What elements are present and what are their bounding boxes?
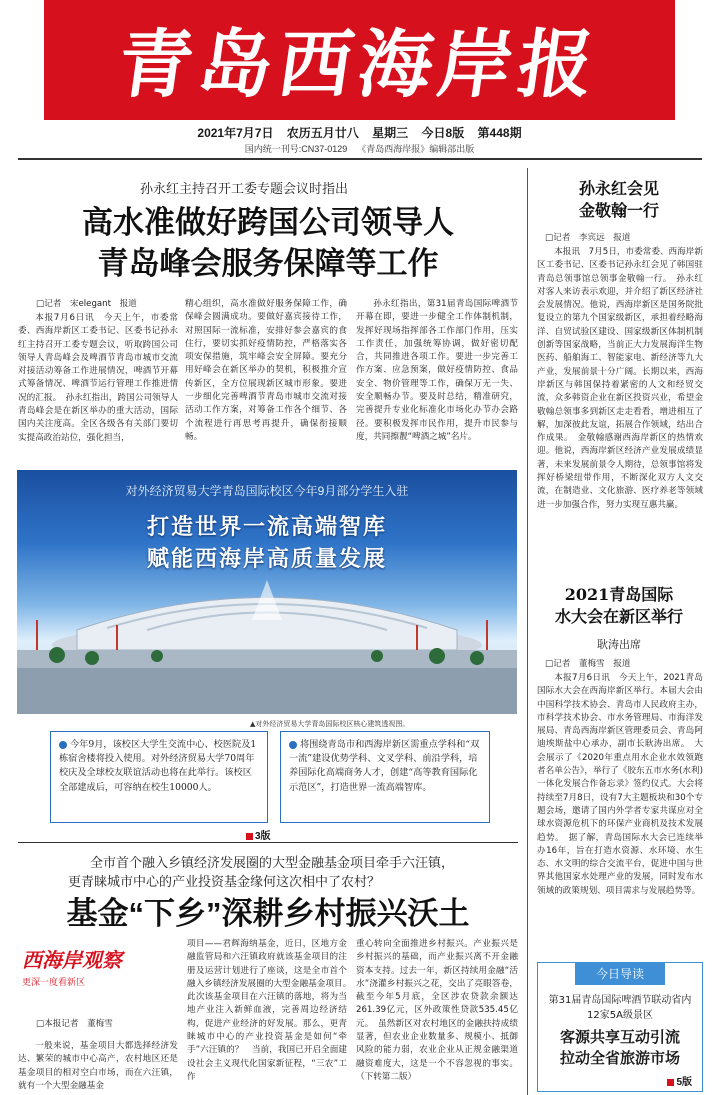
today-guide-box [537,962,703,1092]
page-ref-marker [667,1079,674,1086]
today-page-ref: 5版 [667,1073,692,1088]
masthead [44,0,675,120]
campus-rendering-photo [17,470,517,714]
right2-subhead: 耿涛出席 [597,639,641,651]
lead-headline-1: 高水准做好跨国公司领导人 [82,205,454,240]
right1-body: 本报讯 7月5日，市委常委、西海岸新区工委书记、区委书记孙永红会见了韩国驻青岛总领事馆总领事金敬翰一行。 孙永红对客人来访表示欢迎，并介绍了新区经济社会发展情况。他说，西海岸新区是国务院批复设立的第九个国家级新区，承担着经略海洋、自贸试验区建设、国家级新区体制机制创新等国家战略，当前正大力发展海洋生物医药、船舶海工、智能家电、新经济等九大产业，发展前景十分广阔。长期以来，西海岸新区与韩国保持着紧密的人文和经贸交流，众多韩资企业在新区投资兴业，希望金敬翰总领事多到新区走走看看，增进相互了解，加深彼此友谊，拓展合作领域，结出合作成果。 金敬翰感谢西海岸新区的热情欢迎。他说，西海岸新区经济产业发展成绩显著，未来发展前景令人期待，总领事馆将发挥好桥梁纽带作用，不断深化双方人文交流，在制造业、文化旅游、医疗养老等领域进一步加强合作，努力实现互惠共赢。 [537,247,703,510]
right2-body: 本报7月6日讯 今天上午，2021青岛国际水大会在西海岸新区举行。本届大会由中国科学技术协会、青岛市人民政府主办，市科学技术协会、市水务管理局、市海洋发展局、青岛西海岸新区管理委员会、青岛阿迪埃斯盐中心承办，副市长耿涛出席。 大会展示了《2020年重点用水企业水效领跑者名单公告》，举行了《胶东五市水务(水利)一体化发展合作备忘录》签约仪式。大会将持续至7月8日，设有7大主题板块和30个专题会场，邀请了国内外学者专家共谋应对全球水资源危机下的环保产业商机及技术发展趋势。 据了解，青岛国际水大会已连续举办16年，旨在打造水资源、水环境、水生态、水文明的综合交流平台，促进中国与世界其他国家水处理产业的发展，同时发布水领域的政策规划、项目需求与发展趋势等。 [537,673,703,896]
observation-logo [22,944,172,1004]
right2-headline-2: 水大会在新区举行 [554,607,683,626]
right1-headline-2: 金敬翰一行 [578,201,659,220]
lead-column-2: 精心组织，高水准做好服务保障工作，确保峰会圆满成功。要做好嘉宾接待工作，对照国际一流标准，安排好参会嘉宾的食住行，要切实抓好疫情防控，严格落实各项安保措施，筑牢峰会安全屏障。要充分用好峰会在新区举办的契机，积极推介宣传新区，全方位展现新区城市形象。要进一步细化完善啤酒节青岛市城市交流对接活动工作方案，对筹备工作各个细节、各个流程进行再思考再提升，确保衔接顺畅。 [185,299,347,442]
photo-page-ref: 3版 [246,827,271,842]
lead-kicker: 孙永红主持召开工委专题会议时指出 [140,181,349,196]
weekday: 星期三 [372,126,409,140]
masthead-title: 青岛西海岸报 [112,22,605,108]
dateline [44,124,675,141]
lunar-date: 农历五月廿八 [286,126,359,140]
finance-column-2: 项目——君辉海纳基金，近日，区地方金融监管局和六汪镇政府就该基金项目的注册及运营计划进行了座谈，这是全市首个融入乡镇经济发展圈的大型金融基金项目。 此次该基金项目在六汪镇的落地，将为当地产业注入新鲜血液，完善周边经济结构，促进产业经济的好发展。那么，更青睐城市中心的产业投资基金是如何“牵手”六汪镇的？ 当前，我国已开启全面建设社会主义现代化国家新征程，“三农”工作 [187,939,356,1082]
building-illustration [17,470,517,714]
logo-title: 西海岸观察 [22,948,122,972]
issue-number: 第448期 [477,126,522,140]
right1-byline: □记者 李宾远 报道 [545,233,631,243]
right2-byline: □记者 董梅雪 报道 [545,659,631,669]
bullet-dot [289,741,297,749]
logo-subtitle: 更深一度看新区 [22,978,86,988]
publication-code: 国内统一刊号:CN37-0129 [244,144,348,154]
page-ref-marker [246,833,253,840]
photo-headline-1: 打造世界一流高端智库 [146,514,387,540]
finance-headline: 基金“下乡”深耕乡村振兴沃土 [66,896,470,931]
column-divider [527,168,528,1095]
today-guide-tab: 今日导读 [575,963,665,985]
today-item-2a: 客源共享互动引流 [559,1028,680,1046]
publisher: 《青岛西海岸报》编辑部出版 [357,144,475,154]
section-rule [18,842,518,843]
finance-kicker-2: 更青睐城市中心的产业投资基金缘何这次相中了农村？ [68,874,381,889]
fact-box-2: 将围绕青岛市和西海岸新区需重点学科和“双一流”建设优势学科、文叉学科、前沿学科，培养国际化高端商务人才，创建“高等教育国际化示范区”，打造世界一流高端智库。 [280,731,490,823]
today-item-1: 第31届青岛国际啤酒节联动省内12家5A级景区 [548,995,692,1021]
right1-headline-1: 孙永红会见 [578,179,659,198]
issue-date: 2021年7月7日 [197,126,274,140]
lead-byline: □记者 宋elegant 报道 [36,299,137,309]
bullet-dot [59,741,67,749]
photo-caption: ▲对外经济贸易大学青岛国际校区核心建筑透视图。 [250,720,410,728]
photo-headline-2: 赋能西海岸高质量发展 [146,546,387,572]
finance-kicker-1: 全市首个融入乡镇经济发展圈的大型金融基金项目牵手六汪镇， [90,855,455,870]
right2-headline-1: 2021青岛国际 [564,585,674,604]
finance-column-3: 重心转向全面推进乡村振兴。产业振兴是乡村振兴的基础，而产业振兴离不开金融资本支持。过去一年，新区持续用金融“活水”浇灌乡村振兴之花，交出了亮眼答卷，截至今年5月底，全区涉农贷款余额达261.39亿元，区外政策性贷款535.45亿元。 虽然新区对农村地区的金融扶持成绩显著，但农业企业数量多、规模小、抵御风险的能力弱，农业企业从正规金融渠道融资难度大，这是一个不容忽视的事实。（下转第二版） [356,939,518,1082]
page-count: 今日8版 [421,126,465,140]
finance-byline: □本报记者 董梅雪 [36,1019,113,1029]
lead-headline-2: 青岛峰会服务保障等工作 [97,246,439,281]
today-item-2b: 拉动全省旅游市场 [559,1049,680,1067]
lead-column-3: 孙永红指出，第31届青岛国际啤酒节开幕在即，要进一步健全工作体制机制，发挥好现场指挥部各工作部门作用，压实工作责任，加强统筹协调，做好密切配合，共同推进各项工作。要进一步完善工作方案、应急预案，做好疫情防控、食品安全、物价管理等工作，确保万无一失、安全顺畅办节。要及时总结，精准研究，完善提升专业化标准化市场化办节办会路径。要积极发挥市民作用，提升市民参与度，共同擦靓“啤酒之城”名片。 [356,299,518,442]
fact-box-1: 今年9月，该校区大学生交流中心、校医院及1栋宿舍楼将投入使用。对外经济贸易大学70周年校庆及全球校友联谊活动也将在此举行。该校区全部建成后，可容纳在校生10000人。 [50,731,268,823]
finance-column-1: 一般来说，基金项目大都选择经济发达、繁荣的城市中心高产，农村地区还是基金项目的相对空白市场，而在六汪镇，就有一个大型金融基金 [18,1041,178,1091]
lead-column-1: 本报7月6日讯 今天上午，市委常委、西海岸新区工委书记、区委书记孙永红主持召开工委专题会议，听取跨国公司领导人青岛峰会及啤酒节青岛市城市交流对接活动筹备工作进展情况，啤酒节开幕式筹备情况、啤酒节运行管理工作推进情况的汇报。 孙永红指出，跨国公司领导人青岛峰会是在新区举办的重大活动，国际国内关注度高。全区各级各有关部门要切实提高政治站位，强化担当， [18,313,178,443]
photo-kicker: 对外经济贸易大学青岛国际校区今年9月部分学生入驻 [125,484,409,498]
masthead-rule [18,158,702,160]
publication-info [44,142,675,155]
